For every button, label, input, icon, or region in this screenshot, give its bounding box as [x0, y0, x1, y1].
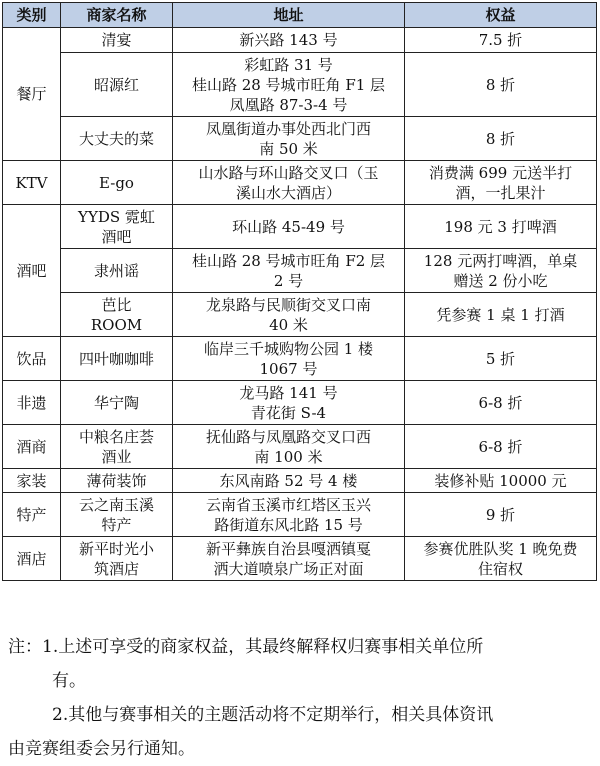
- benefit-cell: 198 元 3 打啤酒: [405, 205, 597, 249]
- table-header-row: [3, 3, 597, 28]
- merchant-cell: 华宁陶: [61, 381, 173, 425]
- address-cell: 桂山路 28 号城市旺角 F2 层 2 号: [173, 249, 405, 293]
- merchant-benefits-table: [2, 2, 597, 581]
- benefit-cell: 5 折: [405, 337, 597, 381]
- benefit-cell: 凭参赛 1 桌 1 打酒: [405, 293, 597, 337]
- note-2-line-1: 2.其他与赛事相关的主题活动将不定期举行，相关具体资讯: [52, 705, 494, 725]
- notes-section: [0, 630, 600, 766]
- category-cell: KTV: [3, 161, 61, 205]
- table-row: [3, 469, 597, 493]
- table-row: [3, 293, 597, 337]
- merchant-cell: 新平时光小 筑酒店: [61, 537, 173, 581]
- table-row: [3, 249, 597, 293]
- merchant-cell: 清宴: [61, 28, 173, 53]
- note-1-line-1: 注：1.上述可享受的商家权益，其最终解释权归赛事相关单位所: [8, 637, 484, 657]
- table-row: [3, 537, 597, 581]
- table-row: [3, 161, 597, 205]
- merchant-cell: 芭比 ROOM: [61, 293, 173, 337]
- address-cell: 龙马路 141 号 青花街 S-4: [173, 381, 405, 425]
- category-cell: 家装: [3, 469, 61, 493]
- merchant-cell: 薄荷装饰: [61, 469, 173, 493]
- address-cell: 临岸三千城购物公园 1 楼 1067 号: [173, 337, 405, 381]
- table-row: [3, 381, 597, 425]
- category-cell: 餐厅: [3, 28, 61, 161]
- merchant-cell: 云之南玉溪 特产: [61, 493, 173, 537]
- benefit-cell: 装修补贴 10000 元: [405, 469, 597, 493]
- note-2-line-2: 由竞赛组委会另行通知。: [8, 739, 195, 759]
- benefit-cell: 128 元两打啤酒，单桌 赠送 2 份小吃: [405, 249, 597, 293]
- benefit-cell: 6-8 折: [405, 381, 597, 425]
- table-row: [3, 53, 597, 117]
- category-cell: 酒吧: [3, 205, 61, 337]
- merchant-cell: 大丈夫的菜: [61, 117, 173, 161]
- benefit-cell: 8 折: [405, 53, 597, 117]
- merchant-cell: 四叶咖咖啡: [61, 337, 173, 381]
- address-cell: 东风南路 52 号 4 楼: [173, 469, 405, 493]
- benefit-cell: 消费满 699 元送半打 酒，一扎果汁: [405, 161, 597, 205]
- table-row: [3, 117, 597, 161]
- header-category: 类别: [3, 3, 61, 28]
- merchant-cell: YYDS 霓虹 酒吧: [61, 205, 173, 249]
- merchant-cell: 隶州谣: [61, 249, 173, 293]
- address-cell: 抚仙路与凤凰路交叉口西 南 100 米: [173, 425, 405, 469]
- address-cell: 凤凰街道办事处西北门西 南 50 米: [173, 117, 405, 161]
- benefit-cell: 参赛优胜队奖 1 晚免费 住宿权: [405, 537, 597, 581]
- merchant-cell: E-go: [61, 161, 173, 205]
- merchant-cell: 昭源红: [61, 53, 173, 117]
- table-row: [3, 425, 597, 469]
- category-cell: 特产: [3, 493, 61, 537]
- benefit-cell: 7.5 折: [405, 28, 597, 53]
- benefit-cell: 9 折: [405, 493, 597, 537]
- category-cell: 饮品: [3, 337, 61, 381]
- category-cell: 酒店: [3, 537, 61, 581]
- note-1-line-2: 有。: [52, 671, 86, 691]
- benefit-cell: 8 折: [405, 117, 597, 161]
- header-merchant: 商家名称: [61, 3, 173, 28]
- address-cell: 龙泉路与民顺街交叉口南 40 米: [173, 293, 405, 337]
- address-cell: 山水路与环山路交叉口（玉 溪山水大酒店）: [173, 161, 405, 205]
- address-cell: 新兴路 143 号: [173, 28, 405, 53]
- category-cell: 非遗: [3, 381, 61, 425]
- table-row: [3, 28, 597, 53]
- address-cell: 新平彝族自治县嘎洒镇戛 洒大道喷泉广场正对面: [173, 537, 405, 581]
- address-cell: 彩虹路 31 号 桂山路 28 号城市旺角 F1 层 凤凰路 87-3-4 号: [173, 53, 405, 117]
- table-row: [3, 205, 597, 249]
- header-address: 地址: [173, 3, 405, 28]
- benefit-cell: 6-8 折: [405, 425, 597, 469]
- address-cell: 环山路 45-49 号: [173, 205, 405, 249]
- address-cell: 云南省玉溪市红塔区玉兴 路街道东风北路 15 号: [173, 493, 405, 537]
- category-cell: 酒商: [3, 425, 61, 469]
- merchant-cell: 中粮名庄荟 酒业: [61, 425, 173, 469]
- table-row: [3, 493, 597, 537]
- header-benefit: 权益: [405, 3, 597, 28]
- table-row: [3, 337, 597, 381]
